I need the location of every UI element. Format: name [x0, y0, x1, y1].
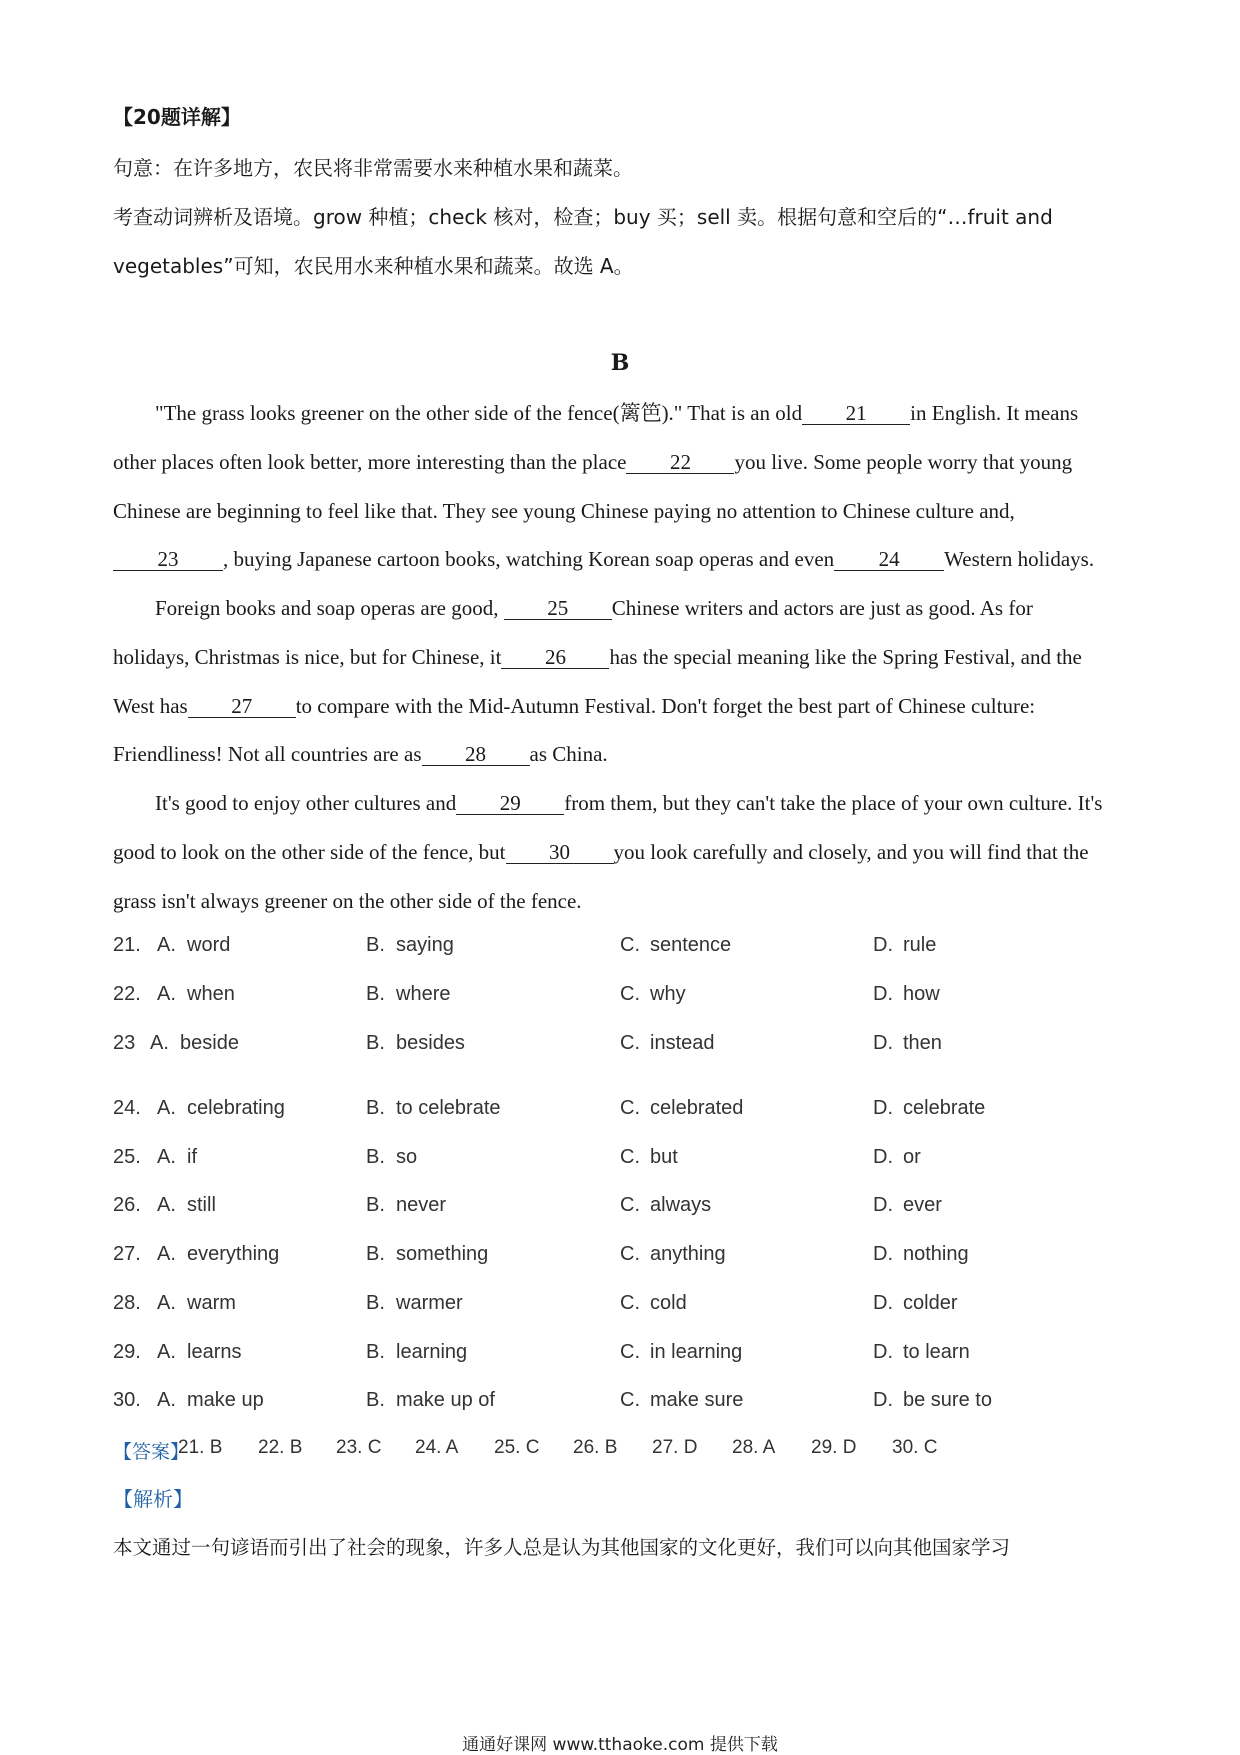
option-letter: A.	[157, 1194, 176, 1216]
option-letter: D.	[873, 1389, 893, 1411]
option-a[interactable]	[157, 1146, 197, 1169]
option-a[interactable]	[157, 934, 230, 957]
option-text: but	[650, 1146, 678, 1168]
option-c[interactable]	[620, 934, 731, 957]
option-letter: C.	[620, 1292, 640, 1314]
question-number: 25.	[113, 1146, 141, 1168]
passage-line-8	[113, 741, 608, 767]
option-letter: B.	[366, 1341, 385, 1363]
option-text: make sure	[650, 1389, 744, 1411]
option-letter: C.	[620, 1389, 640, 1411]
option-letter: B.	[366, 983, 385, 1005]
option-text: make up	[187, 1389, 264, 1411]
option-text: ever	[903, 1194, 942, 1216]
passage-text: as China.	[529, 742, 608, 766]
option-letter: B.	[366, 1292, 385, 1314]
option-row	[113, 1194, 1143, 1222]
option-letter: A.	[157, 1341, 176, 1363]
q20-heading: 【20题详解】	[113, 105, 241, 129]
option-b[interactable]	[366, 1194, 446, 1217]
option-letter: B.	[366, 1146, 385, 1168]
option-letter: C.	[620, 1146, 640, 1168]
option-text: make up of	[396, 1389, 495, 1411]
option-c[interactable]	[620, 1341, 742, 1364]
passage-text: Friendliness! Not all countries are as	[113, 742, 422, 766]
q20-analysis-line1: 考查动词辨析及语境。grow 种植；check 核对，检查；buy 买；sell 卖。根据句意和空后的“…fruit and	[113, 205, 1053, 229]
option-b[interactable]	[366, 1341, 467, 1364]
answer-item: 24. A	[415, 1437, 459, 1458]
option-d[interactable]	[873, 934, 936, 957]
passage-text: , buying Japanese cartoon books, watching Korean soap operas and even	[223, 547, 835, 571]
option-letter: D.	[873, 1341, 893, 1363]
option-text: to celebrate	[396, 1097, 501, 1119]
option-text: cold	[650, 1292, 687, 1314]
option-text: celebrating	[187, 1097, 285, 1119]
option-text: instead	[650, 1032, 715, 1054]
option-text: in learning	[650, 1341, 743, 1363]
option-a[interactable]	[157, 1243, 279, 1266]
passage-line-3: Chinese are beginning to feel like that. They see young Chinese paying no attention to Chinese culture and,	[113, 499, 1015, 523]
option-c[interactable]	[620, 1194, 711, 1217]
option-letter: A.	[157, 934, 176, 956]
passage-text: to compare with the Mid-Autumn Festival. Don't forget the best part of Chinese culture:	[295, 694, 1036, 718]
option-letter: D.	[873, 1097, 893, 1119]
option-d[interactable]	[873, 1146, 921, 1169]
option-text: celebrate	[903, 1097, 986, 1119]
passage-text: from them, but they can't take the place of your own culture. It's	[564, 791, 1103, 815]
option-d[interactable]	[873, 1341, 970, 1364]
option-text: to learn	[903, 1341, 970, 1363]
option-letter: B.	[366, 1194, 385, 1216]
option-c[interactable]	[620, 1146, 678, 1169]
passage-line-2	[113, 449, 1072, 475]
option-letter: A.	[150, 1032, 169, 1054]
option-text: never	[396, 1194, 447, 1216]
option-letter: B.	[366, 1032, 385, 1054]
passage-text: Foreign books and soap operas are good,	[155, 596, 499, 620]
passage-line-11: grass isn't always greener on the other side of the fence.	[113, 889, 582, 913]
option-c[interactable]	[620, 1032, 715, 1055]
option-text: if	[187, 1146, 197, 1168]
option-row	[113, 1032, 1143, 1060]
option-b[interactable]	[366, 1097, 501, 1120]
option-text: word	[187, 934, 231, 956]
question-number: 22.	[113, 983, 141, 1005]
option-row	[113, 934, 1143, 962]
question-number: 21.	[113, 934, 141, 956]
option-letter: C.	[620, 1097, 640, 1119]
question-number: 28.	[113, 1292, 141, 1314]
option-letter: A.	[157, 1243, 176, 1265]
question-number: 26.	[113, 1194, 141, 1216]
option-b[interactable]	[366, 1292, 463, 1315]
option-text: where	[396, 983, 451, 1005]
passage-line-7	[113, 693, 1035, 719]
blank-24: 24	[834, 548, 944, 571]
option-b[interactable]	[366, 983, 450, 1006]
option-letter: D.	[873, 1292, 893, 1314]
question-number: 24.	[113, 1097, 141, 1119]
q20-analysis-line2: vegetables”可知，农民用水来种植水果和蔬菜。故选 A。	[113, 254, 634, 278]
passage-text: "The grass looks greener on the other side of the fence(篱笆)." That is an old	[155, 401, 803, 425]
option-text: everything	[187, 1243, 280, 1265]
option-c[interactable]	[620, 1389, 743, 1412]
option-letter: C.	[620, 983, 640, 1005]
answer-item: 21. B	[178, 1437, 223, 1458]
option-letter: C.	[620, 1032, 640, 1054]
option-letter: B.	[366, 1389, 385, 1411]
option-letter: D.	[873, 983, 893, 1005]
passage-text: you live. Some people worry that young	[734, 450, 1073, 474]
option-a[interactable]	[157, 1292, 236, 1315]
option-a[interactable]	[157, 1341, 241, 1364]
option-text: warmer	[396, 1292, 463, 1314]
option-letter: D.	[873, 1146, 893, 1168]
option-a[interactable]	[157, 1194, 216, 1217]
passage-text: other places often look better, more interesting than the place	[113, 450, 627, 474]
option-text: learns	[187, 1341, 242, 1363]
option-text: colder	[903, 1292, 958, 1314]
passage-text: in English. It means	[910, 401, 1079, 425]
option-text: always	[650, 1194, 712, 1216]
question-number: 30.	[113, 1389, 141, 1411]
option-letter: D.	[873, 1243, 893, 1265]
option-a[interactable]	[157, 983, 235, 1006]
option-text: nothing	[903, 1243, 969, 1265]
option-text: how	[903, 983, 940, 1005]
option-letter: D.	[873, 934, 893, 956]
option-b[interactable]	[366, 1243, 488, 1266]
blank-23: 23	[113, 548, 223, 571]
answer-item: 25. C	[494, 1437, 540, 1458]
option-d[interactable]	[873, 1243, 969, 1266]
blank-30: 30	[506, 841, 614, 864]
option-d[interactable]	[873, 1194, 942, 1217]
passage-text: It's good to enjoy other cultures and	[155, 791, 457, 815]
passage-line-5	[155, 595, 1033, 621]
passage-text: Western holidays.	[944, 547, 1095, 571]
answer-item: 23. C	[336, 1437, 382, 1458]
option-letter: D.	[873, 1032, 893, 1054]
answer-item: 27. D	[652, 1437, 698, 1458]
option-text: besides	[396, 1032, 465, 1054]
option-a[interactable]	[157, 1097, 285, 1120]
option-letter: D.	[873, 1194, 893, 1216]
option-text: something	[396, 1243, 489, 1265]
option-text: saying	[396, 934, 454, 956]
answer-item: 29. D	[811, 1437, 857, 1458]
blank-26: 26	[501, 646, 609, 669]
option-d[interactable]	[873, 1292, 957, 1315]
option-b[interactable]	[366, 1146, 417, 1169]
blank-27: 27	[188, 695, 296, 718]
option-text: warm	[187, 1292, 236, 1314]
option-c[interactable]	[620, 1097, 743, 1120]
passage-text: Chinese writers and actors are just as good. As for	[611, 596, 1033, 620]
option-letter: B.	[366, 1097, 385, 1119]
option-text: anything	[650, 1243, 726, 1265]
option-text: beside	[180, 1032, 239, 1054]
blank-29: 29	[456, 792, 564, 815]
passage-text: good to look on the other side of the fence, but	[113, 840, 506, 864]
option-letter: C.	[620, 934, 640, 956]
option-c[interactable]	[620, 1243, 726, 1266]
option-text: then	[903, 1032, 942, 1054]
analysis-text: 本文通过一句谚语而引出了社会的现象，许多人总是认为其他国家的文化更好，我们可以向其他国家学习	[113, 1536, 1011, 1559]
option-d[interactable]	[873, 1389, 992, 1412]
option-letter: B.	[366, 934, 385, 956]
passage-text: has the special meaning like the Spring Festival, and the	[609, 645, 1082, 669]
answer-item: 28. A	[732, 1437, 776, 1458]
option-d[interactable]	[873, 1032, 942, 1055]
blank-21: 21	[802, 402, 910, 425]
option-a[interactable]	[150, 1032, 239, 1055]
option-text: when	[187, 983, 235, 1005]
option-a[interactable]	[157, 1389, 264, 1412]
option-letter: B.	[366, 1243, 385, 1265]
footer-watermark: 通通好课网 www.tthaoke.com 提供下载	[462, 1735, 778, 1755]
blank-22: 22	[626, 451, 734, 474]
blank-25: 25	[504, 597, 612, 620]
option-text: celebrated	[650, 1097, 744, 1119]
option-row	[113, 983, 1143, 1011]
passage-line-9	[155, 790, 1102, 816]
question-number: 27.	[113, 1243, 141, 1265]
passage-line-1	[155, 400, 1078, 426]
option-letter: A.	[157, 1389, 176, 1411]
option-row	[113, 1292, 1143, 1320]
option-letter: C.	[620, 1243, 640, 1265]
option-letter: C.	[620, 1194, 640, 1216]
option-c[interactable]	[620, 1292, 687, 1315]
option-row	[113, 1146, 1143, 1174]
passage-text: holidays, Christmas is nice, but for Chinese, it	[113, 645, 502, 669]
option-row	[113, 1341, 1143, 1369]
option-b[interactable]	[366, 1389, 495, 1412]
option-text: rule	[903, 934, 937, 956]
passage-line-10	[113, 839, 1089, 865]
answer-item: 22. B	[258, 1437, 303, 1458]
answer-label: 【答案】	[113, 1441, 190, 1463]
option-text: so	[396, 1146, 418, 1168]
section-title: B	[610, 350, 630, 376]
option-letter: A.	[157, 1292, 176, 1314]
option-row	[113, 1097, 1143, 1125]
passage-text: you look carefully and closely, and you will find that the	[613, 840, 1089, 864]
option-text: be sure to	[903, 1389, 992, 1411]
answer-item: 26. B	[573, 1437, 618, 1458]
passage-line-4	[113, 546, 1094, 572]
analysis-label: 【解析】	[113, 1487, 193, 1511]
question-number: 23	[113, 1032, 136, 1054]
option-letter: A.	[157, 1146, 176, 1168]
option-letter: A.	[157, 1097, 176, 1119]
option-letter: C.	[620, 1341, 640, 1363]
option-d[interactable]	[873, 983, 940, 1006]
option-text: why	[650, 983, 686, 1005]
option-row	[113, 1243, 1143, 1271]
q20-meaning: 句意：在许多地方，农民将非常需要水来种植水果和蔬菜。	[113, 156, 633, 180]
blank-28: 28	[422, 743, 530, 766]
option-letter: A.	[157, 983, 176, 1005]
option-c[interactable]	[620, 983, 686, 1006]
option-text: still	[187, 1194, 216, 1216]
option-text: learning	[396, 1341, 468, 1363]
answer-row	[113, 1437, 938, 1464]
option-d[interactable]	[873, 1097, 985, 1120]
passage-text: West has	[113, 694, 188, 718]
question-number: 29.	[113, 1341, 141, 1363]
option-row	[113, 1389, 1143, 1417]
option-b[interactable]	[366, 1032, 465, 1055]
option-b[interactable]	[366, 934, 454, 957]
option-text: or	[903, 1146, 921, 1168]
answer-item: 30. C	[892, 1437, 938, 1458]
passage-line-6	[113, 644, 1082, 670]
option-text: sentence	[650, 934, 732, 956]
